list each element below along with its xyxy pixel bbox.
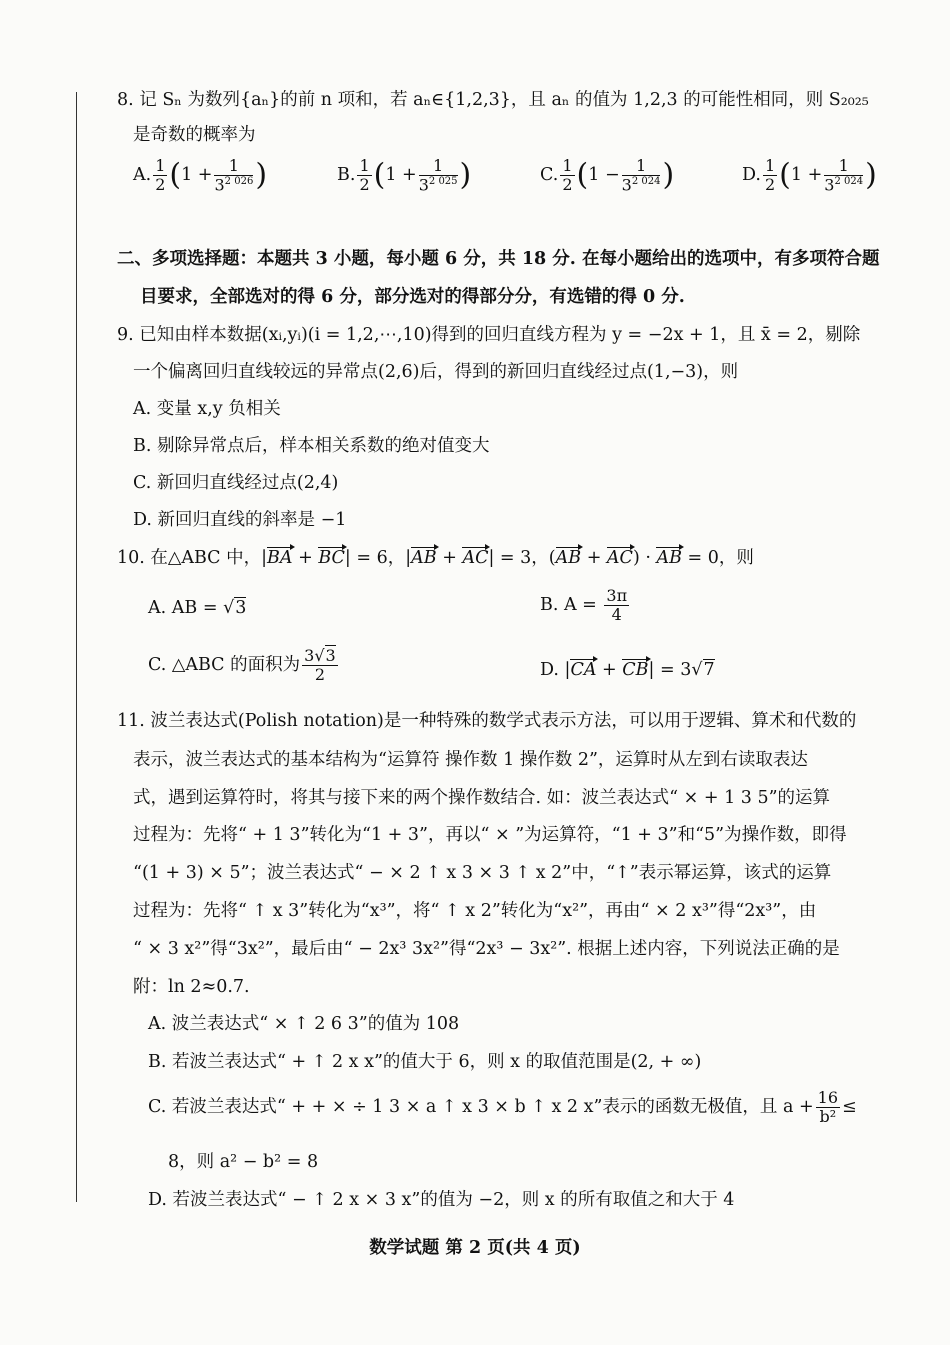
vector-ab-2: AB <box>555 548 582 568</box>
q8-stem-line1: 8. 记 Sₙ 为数列{aₙ}的前 n 项和，若 aₙ∈{1,2,3}，且 aₙ 的值为 1,2,3 的可能性相同，则 S₂₀₂₅ <box>117 90 869 110</box>
vector-ba: BA <box>267 548 293 568</box>
q11-option-c-line1: C. 若波兰表达式“ + + × ÷ 1 3 × a ↑ x 3 × b ↑ x 2 x”表示的函数无极值，且 a + $\frac{16}{\text{b²}}$ ≤ <box>148 1088 857 1126</box>
q9-option-a: A. 变量 x,y 负相关 <box>133 399 281 419</box>
q8-stem-line2: 是奇数的概率为 <box>133 125 256 145</box>
q9-option-b: B. 剔除异常点后，样本相关系数的绝对值变大 <box>133 436 490 456</box>
q11-stem-line5: “(1 + 3) × 5”；波兰表达式“ − × 2 ↑ x 3 × 3 ↑ x 2”中，“↑”表示幂运算，该式的运算 <box>133 863 832 883</box>
binding-margin-line <box>76 92 77 1202</box>
vector-ab: AB <box>411 548 437 568</box>
q11-option-a: A. 波兰表达式“ × ↑ 2 6 3”的值为 108 <box>148 1014 460 1034</box>
vector-ac: AC <box>462 548 489 568</box>
q8-option-c: C. $\frac{1}{2}$ (1 − $\frac{1}{3^{2 024}}$ ) <box>540 156 675 195</box>
q10-option-b: B. A = $\frac{3\pi}{4}$ <box>540 586 628 624</box>
page-footer: 数学试题 第 2 页(共 4 页) <box>369 1238 581 1258</box>
q9-stem-line1: 9. 已知由样本数据(xᵢ,yᵢ)(i = 1,2,⋯,10)得到的回归直线方程为 y = −2x + 1，且 x̄ = 2，剔除 <box>117 325 861 345</box>
q11-stem-line3: 式，遇到运算符时，将其与接下来的两个操作数结合. 如：波兰表达式“ × + 1 3 5”的运算 <box>133 788 831 808</box>
q8-option-d: D. $\frac{1}{2}$ (1 + $\frac{1}{3^{2 024}}$ ) <box>742 156 877 195</box>
q11-stem-line1: 11. 波兰表达式(Polish notation)是一种特殊的数学式表示方法，可以用于逻辑、算术和代数的 <box>117 711 857 731</box>
section2-heading-line1: 二、多项选择题：本题共 3 小题，每小题 6 分，共 18 分. 在每小题给出的选项中，有多项符合题 <box>117 249 880 269</box>
q9-option-d: D. 新回归直线的斜率是 −1 <box>133 510 347 530</box>
vector-ca: CA <box>570 660 597 680</box>
q11-option-c-line2: 8，则 a² − b² = 8 <box>168 1152 319 1172</box>
q11-option-d: D. 若波兰表达式“ − ↑ 2 x × 3 x”的值为 −2，则 x 的所有取值之和大于 4 <box>148 1190 735 1210</box>
q11-stem-line4: 过程为：先将“ + 1 3”转化为“1 + 3”，再以“ × ”为运算符，“1 + 3”和“5”为操作数，即得 <box>133 825 847 845</box>
q11-stem-line2: 表示，波兰表达式的基本结构为“运算符 操作数 1 操作数 2”，运算时从左到右读取表达 <box>133 750 808 770</box>
vector-cb: CB <box>622 660 649 680</box>
q10-option-a: A. AB = √3 <box>148 598 247 618</box>
vector-bc: BC <box>318 548 345 568</box>
q9-stem-line2: 一个偏离回归直线较远的异常点(2,6)后，得到的新回归直线经过点(1,−3)，则 <box>133 362 739 382</box>
vector-ab-3: AB <box>656 548 682 568</box>
vector-ac-2: AC <box>606 548 633 568</box>
section2-heading-line2: 目要求，全部选对的得 6 分，部分选对的得部分分，有选错的得 0 分. <box>140 287 685 307</box>
q11-stem-line6: 过程为：先将“ ↑ x 3”转化为“x³”，将“ ↑ x 2”转化为“x²”，再由“ × 2 x³”得“2x³”，由 <box>133 901 817 921</box>
q10-option-c: C. △ABC 的面积为 $\frac{3√3}{2}$ <box>148 646 336 684</box>
q11-option-b: B. 若波兰表达式“ + ↑ 2 x x”的值大于 6，则 x 的取值范围是(2, + ∞) <box>148 1052 702 1072</box>
q8-option-b: B. $\frac{1}{2}$ (1 + $\frac{1}{3^{2 025}}$ ) <box>337 156 472 195</box>
q10-option-d: D. |CA + CB| = 3√7 <box>540 660 715 680</box>
q8-option-a: A. $\frac{1}{2}$ (1 + $\frac{1}{3^{2 026}}$ ) <box>133 156 268 195</box>
q11-stem-line7: “ × 3 x²”得“3x²”，最后由“ − 2x³ 3x²”得“2x³ − 3x²”. 根据上述内容，下列说法正确的是 <box>133 939 840 959</box>
q10-stem: 10. 在△ABC 中，|BA + BC| = 6，|AB + AC| = 3，(AB + AC) · AB = 0，则 <box>117 548 754 568</box>
q11-note: 附：ln 2≈0.7. <box>133 977 250 997</box>
q9-option-c: C. 新回归直线经过点(2,4) <box>133 473 339 493</box>
